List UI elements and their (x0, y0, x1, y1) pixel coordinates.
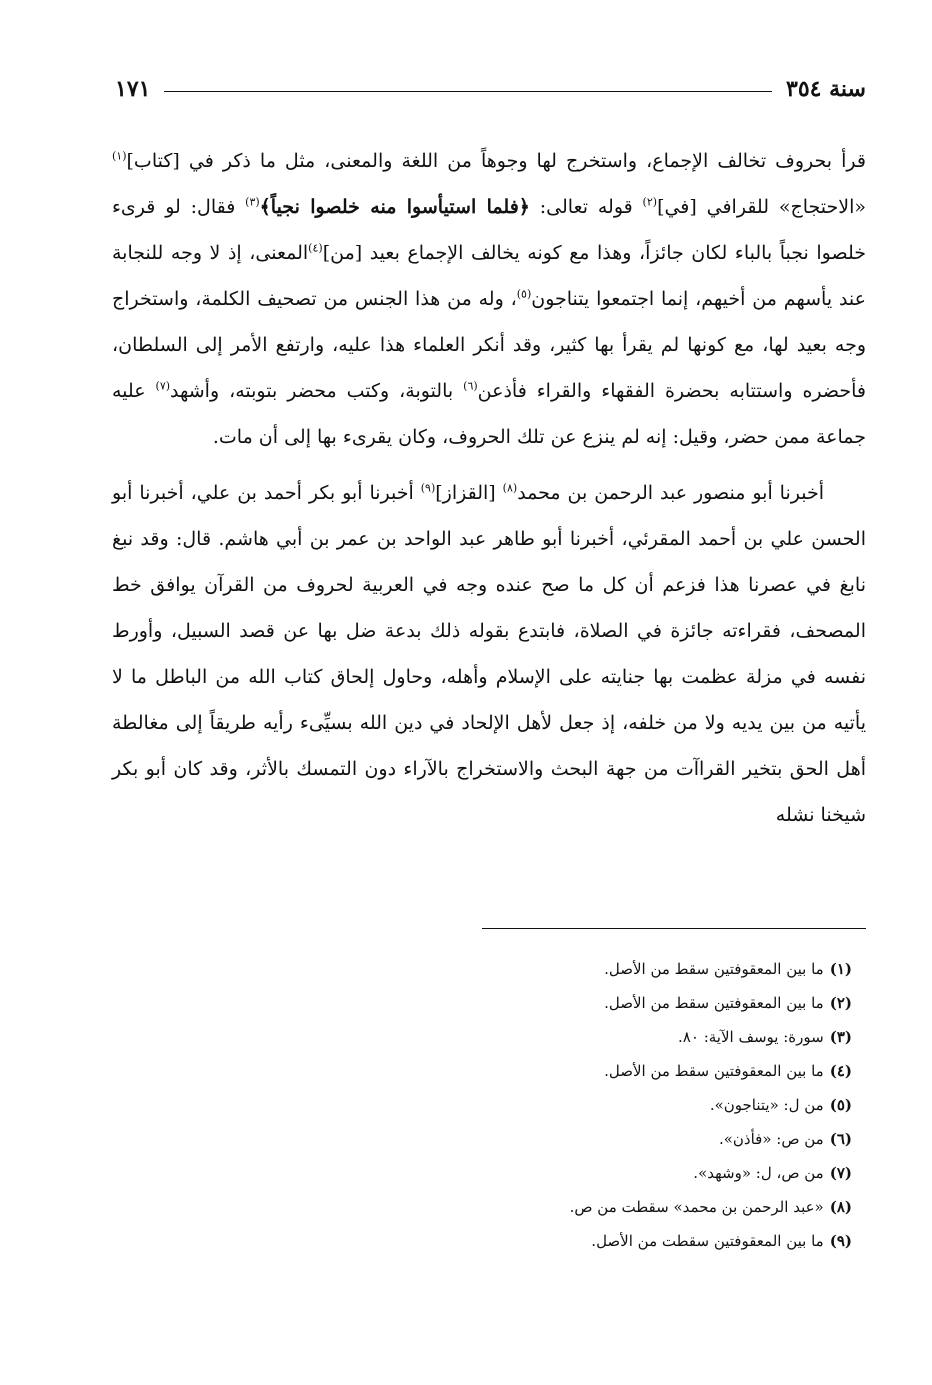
footnote-number: (٥) (829, 1096, 852, 1114)
text-segment: بالتوبة، وكتب محضر بتوبته، وأشهد (170, 380, 464, 402)
main-text (112, 138, 866, 838)
footnote-text: ما بين المعقوفتين سقط من الأصل. (604, 960, 824, 978)
header-rule (164, 91, 772, 92)
footnote-ref-8: (٨) (502, 481, 518, 495)
text-segment: قرأ بحروف تخالف الإجماع، واستخرج لها وجوهاً من اللغة والمعنى، مثل ما ذكر في [كتاب] (126, 150, 866, 172)
text-segment: ، وله من هذا الجنس من تصحيف الكلمة، واستخراج وجه بعيد لها، مع كونها لم يقرأ بها كثير، وقد أنكر العلماء هذا عليه، وارتفع الأمر إلى السلطان، فأحضره واستتابه بحضرة الفقهاء والقراء فأذعن (112, 288, 867, 402)
footnote-7 (200, 1156, 852, 1190)
quran-quote: ﴿فلما استيأسوا منه خلصوا نجياً﴾ (259, 196, 530, 218)
page-number: ١٧١ (115, 76, 151, 102)
text-segment: أخبرنا أبو بكر أحمد بن علي، أخبرنا أبو الحسن علي بن أحمد المقرئي، أخبرنا أبو طاهر عبد الواحد بن عمر بن أبي هاشم. قال: وقد نبغ نابغ في عصرنا هذا فزعم أن كل ما صح عنده وجه في العربية لحروف من القرآن يوافق خط المصحف، فقراءته جائزة في الصلاة، فابتدع بقوله ذلك بدعة ضل بها عن قصد السبيل، وأورط نفسه في مزلة عظمت بها جنايته على الإسلام وأهله، وحاول إلحاق كتاب الله من الباطل ما لا يأتيه من بين يديه ولا من خلفه، إذ جعل لأهل الإلحاد في دين الله بسيِّىء رأيه طريقاً إلى مغالطة أهل الحق بتخير القراآت من جهة البحث والاستخراج بالآراء دون التمسك بالأثر، وقد كان أبو بكر شيخنا نشله (112, 482, 866, 826)
paragraph-1 (112, 138, 866, 460)
footnote-ref-7: (٧) (155, 379, 171, 393)
header-year-title: سنة ٣٥٤ (786, 76, 866, 102)
footnote-number: (٢) (829, 994, 852, 1012)
footnote-text: سورة: يوسف الآية: ٨٠. (678, 1028, 824, 1046)
footnote-text: من ص: «فأذن». (718, 1130, 824, 1148)
footnote-5 (200, 1088, 852, 1122)
text-segment: [القزاز] (435, 482, 503, 504)
footnote-8 (200, 1190, 852, 1224)
footnote-number: (٦) (829, 1130, 852, 1148)
footnote-ref-3: (٣) (245, 195, 260, 209)
text-segment: «الاحتجاج» للقرافي [في] (657, 196, 866, 218)
footnote-number: (٤) (829, 1062, 852, 1080)
text-segment: عليه جماعة ممن حضر، وقيل: إنه لم ينزع عن تلك الحروف، وكان يقرىء بها إلى أن مات. (112, 380, 866, 448)
running-header (115, 72, 866, 106)
text-segment: أخبرنا أبو منصور عبد الرحمن بن محمد (517, 482, 825, 504)
paragraph-2 (112, 470, 866, 838)
footnote-1 (200, 952, 852, 986)
footnote-number: (٨) (829, 1198, 852, 1216)
text-segment: المعنى، إذ لا وجه للنجابة عند يأسهم من أخيهم، إنما اجتمعوا يتناجون (112, 242, 866, 310)
footnote-number: (٧) (829, 1164, 852, 1182)
footnote-9 (200, 1224, 852, 1258)
footnote-ref-5: (٥) (516, 287, 532, 301)
footnote-4 (200, 1054, 852, 1088)
text-segment: فقال: لو قرىء خلصوا نجباً بالباء لكان جائزاً، وهذا مع كونه يخالف الإجماع بعيد [من] (112, 196, 866, 264)
footnote-text: ما بين المعقوفتين سقطت من الأصل. (591, 1232, 824, 1250)
footnote-2 (200, 986, 852, 1020)
footnote-ref-1: (١) (112, 149, 127, 163)
footnote-6 (200, 1122, 852, 1156)
footnote-text: ما بين المعقوفتين سقط من الأصل. (604, 994, 824, 1012)
footnote-number: (٩) (829, 1232, 852, 1250)
footnote-ref-2: (٢) (642, 195, 658, 209)
footnote-ref-9: (٩) (420, 481, 436, 495)
footnote-text: من ل: «يتناجون». (709, 1096, 824, 1114)
footnote-ref-6: (٦) (463, 379, 478, 393)
text-segment: قوله تعالى: (529, 196, 643, 218)
footnote-text: ما بين المعقوفتين سقط من الأصل. (604, 1062, 824, 1080)
footnote-3 (200, 1020, 852, 1054)
footnote-number: (١) (829, 960, 852, 978)
footnotes-list (200, 952, 852, 1258)
footnote-text: «عبد الرحمن بن محمد» سقطت من ص. (569, 1198, 824, 1216)
footnote-ref-4: (٤) (308, 241, 323, 255)
footnote-text: من ص، ل: «وشهد». (693, 1164, 824, 1182)
footnote-number: (٣) (829, 1028, 852, 1046)
footnote-rule (482, 928, 866, 929)
